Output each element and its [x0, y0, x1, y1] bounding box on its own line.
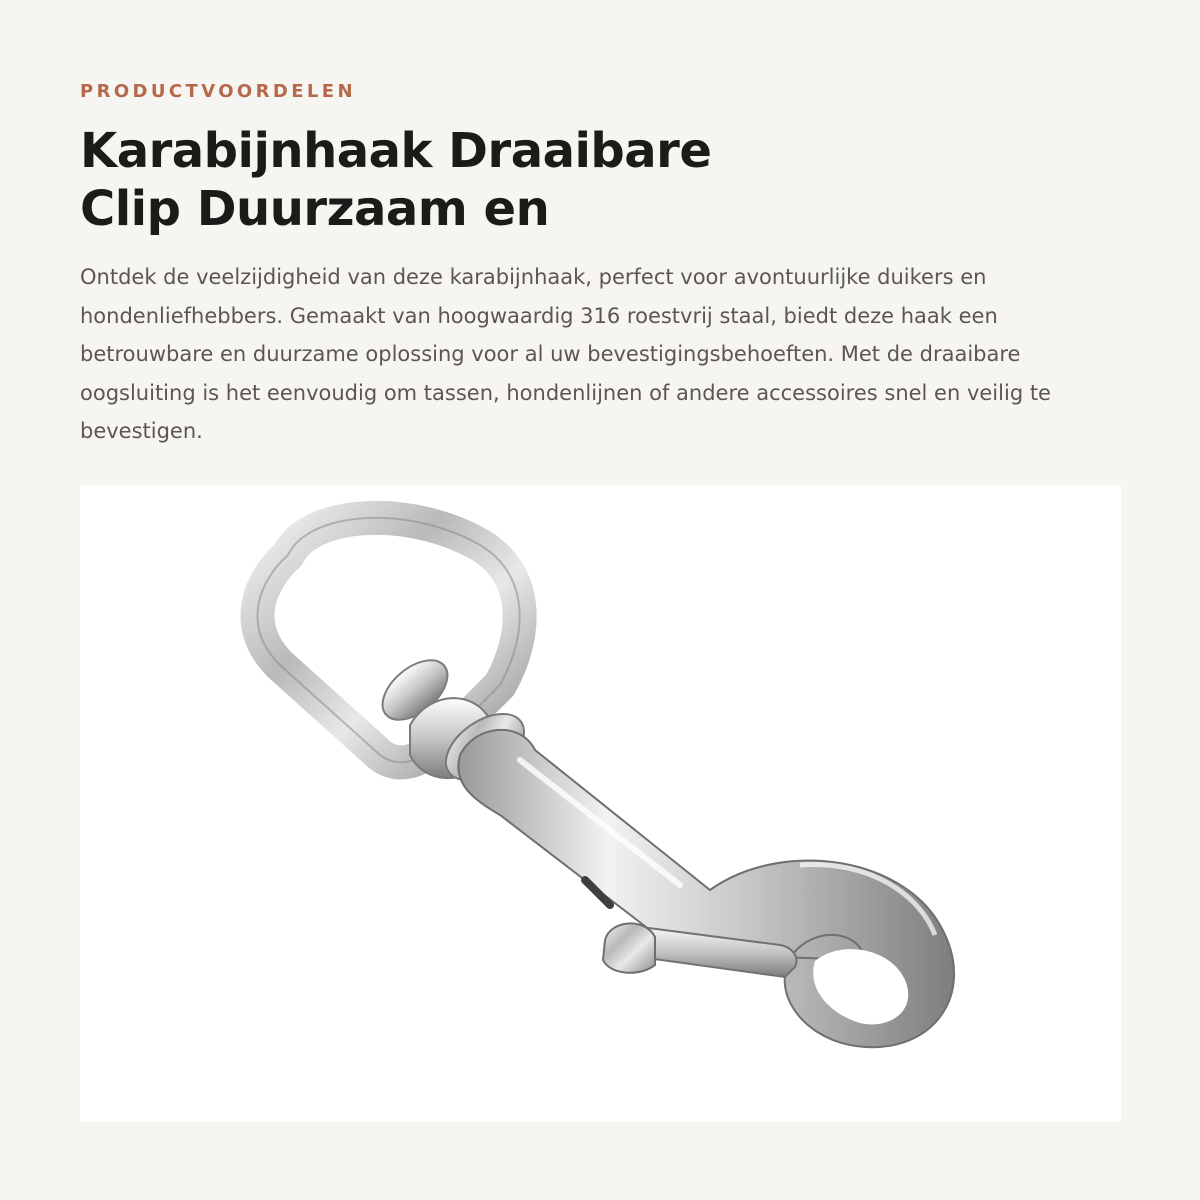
product-title-line-1: Karabijnhaak Draaibare	[80, 123, 712, 179]
product-benefits-section	[80, 78, 1140, 451]
section-eyebrow: PRODUCTVOORDELEN	[80, 81, 356, 102]
gate-thumb-tab	[603, 923, 655, 972]
product-description: Ontdek de veelzijdigheid van deze karabijnhaak, perfect voor avontuurlijke duikers en hondenliefhebbers. Gemaakt van hoogwaardig 316 roestvrij staal, biedt deze haak een betrouwbare en duurzame oplossing voor al uw bevestigingsbehoeften. Met de draaibare oogsluiting is het eenvoudig om tassen, hondenlijnen of andere accessoires snel en veilig te bevestigen.	[80, 265, 1051, 443]
swivel-snap-hook-illustration	[80, 485, 1121, 1122]
product-title	[80, 122, 800, 238]
product-image	[80, 485, 1121, 1122]
product-title-line-2: Clip Duurzaam en	[80, 181, 550, 237]
